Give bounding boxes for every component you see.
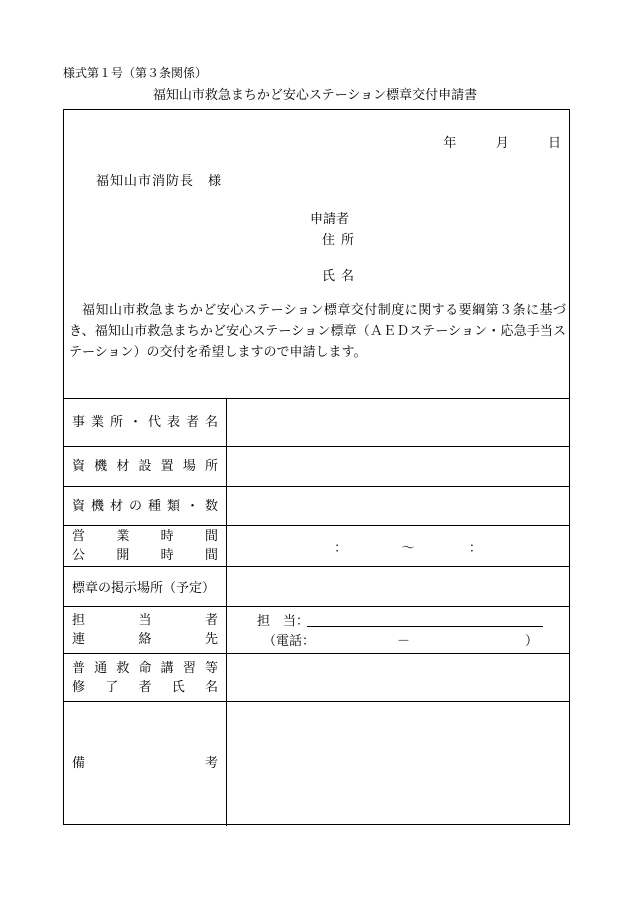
row-contact bbox=[64, 607, 569, 654]
row-equipment-location bbox=[64, 447, 569, 487]
row-course-completion bbox=[64, 654, 569, 702]
row-remarks bbox=[64, 702, 569, 826]
intro-section bbox=[64, 110, 569, 398]
body-text: 福知山市救急まちかど安心ステーション標章交付制度に関する要綱第３条に基づき、福知山市救急まちかど安心ステーション標章（ＡＥＤステーション・応急手当ステーション）の交付を希望しますので申請します。 bbox=[69, 303, 566, 360]
address-label: 住所 bbox=[322, 233, 361, 248]
hours-field[interactable] bbox=[227, 526, 570, 567]
remarks-field[interactable] bbox=[227, 702, 570, 826]
addressee: 福知山市消防長 様 bbox=[96, 174, 223, 189]
course-completion-field[interactable] bbox=[227, 654, 570, 702]
phone-line bbox=[257, 630, 569, 650]
sign-location-label: 標章の掲示場所（予定） bbox=[72, 581, 216, 596]
time-colon-end: ： bbox=[468, 540, 482, 556]
year-label: 年 bbox=[443, 136, 457, 151]
course-completion-label-1: 普通救命講習等 bbox=[72, 660, 218, 676]
tanto-prefix: 担 当： bbox=[257, 614, 310, 629]
business-name-field[interactable] bbox=[227, 399, 570, 447]
phone-close: ） bbox=[525, 634, 539, 649]
day-label: 日 bbox=[547, 136, 561, 151]
remarks-label-2: 考 bbox=[204, 756, 218, 772]
row-equipment-type bbox=[64, 487, 569, 526]
equipment-type-field[interactable] bbox=[227, 487, 570, 526]
form-title: 福知山市救急まちかど安心ステーション標章交付申請書 bbox=[152, 88, 478, 103]
row-hours bbox=[64, 526, 569, 567]
time-colon-start: ： bbox=[334, 540, 348, 556]
remarks-label-1: 備 bbox=[72, 756, 143, 772]
business-hours-label: 営業時間 bbox=[72, 529, 218, 544]
open-hours-label: 公開時間 bbox=[72, 548, 218, 563]
equipment-location-label: 資機材設置場所 bbox=[72, 459, 218, 474]
tanto-line bbox=[257, 610, 569, 630]
course-completion-label-2: 修了者氏名 bbox=[72, 679, 218, 695]
applicant-label: 申請者 bbox=[310, 212, 350, 227]
row-sign-location bbox=[64, 567, 569, 607]
tanto-underline bbox=[307, 626, 543, 627]
date-line bbox=[443, 132, 561, 151]
business-name-label: 事業所・代表者名 bbox=[72, 415, 218, 430]
equipment-location-field[interactable] bbox=[227, 447, 570, 487]
phone-dash: － bbox=[397, 634, 411, 649]
contact-field[interactable] bbox=[227, 607, 570, 654]
phone-prefix: （電話： bbox=[263, 634, 316, 649]
contact-label: 連絡先 bbox=[72, 632, 218, 647]
time-range bbox=[227, 537, 569, 556]
form-number: 様式第１号（第３条関係） bbox=[63, 66, 208, 80]
sign-location-field[interactable] bbox=[227, 567, 570, 607]
person-in-charge-label: 担当者 bbox=[72, 613, 218, 628]
fields-table bbox=[64, 398, 569, 826]
time-tilde: ～ bbox=[401, 540, 415, 556]
name-label: 氏名 bbox=[322, 269, 361, 284]
row-business-name bbox=[64, 399, 569, 447]
application-form bbox=[63, 109, 570, 825]
equipment-type-label: 資機材の種類・数 bbox=[72, 498, 218, 514]
month-label: 月 bbox=[495, 136, 509, 151]
